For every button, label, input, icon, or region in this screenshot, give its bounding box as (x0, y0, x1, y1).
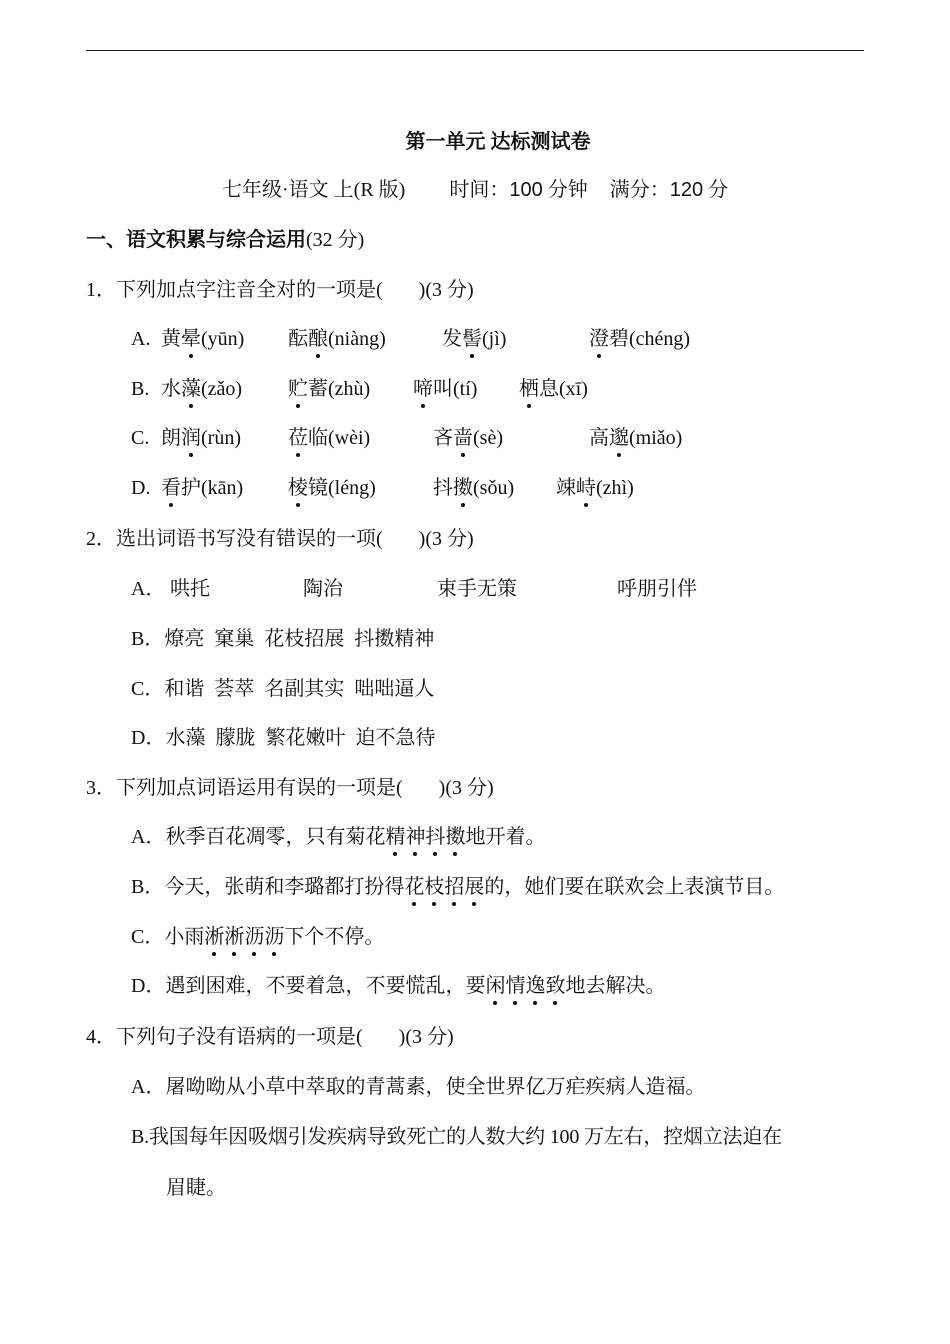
exam-meta (222, 178, 728, 202)
option-letter: D. (131, 477, 151, 499)
q4-option-b-continuation: 眉睫。 (166, 1177, 226, 1199)
option-item: 酝酿(niàng) (288, 328, 386, 350)
q3-option-a: A．秋季百花凋零，只有菊花精神抖擞地开着。 (131, 826, 546, 848)
q3-option-c: C．小雨淅淅沥沥下个不停。 (131, 926, 385, 948)
dotted-char: 酿 (308, 328, 328, 350)
question-score: )(3 分) (438, 777, 494, 799)
dotted-char: 淅 (204, 926, 225, 948)
option-item: 黄晕(yūn) (161, 328, 245, 350)
option-letter: D． (131, 727, 166, 749)
option-item: 抖擞(sǒu) (433, 477, 515, 499)
dotted-char: 啼 (413, 378, 433, 400)
question-score: )(3 分) (418, 528, 474, 550)
option-item: 看护(kān) (161, 477, 244, 499)
question-1 (86, 278, 474, 302)
dotted-char: 擞 (453, 477, 473, 499)
question-4 (86, 1025, 454, 1049)
dotted-char: 招 (444, 876, 465, 898)
dotted-word (404, 876, 484, 898)
option-item: 朗润(rùn) (161, 427, 241, 449)
q2-option-a (131, 577, 697, 601)
dotted-char: 花 (404, 876, 425, 898)
dotted-char: 晕 (181, 328, 201, 350)
score-label: 满分： (609, 179, 670, 201)
option-item: 吝啬(sè) (433, 427, 503, 449)
option-text: 水藻 朦胧 繁花嫩叶 迫不急待 (165, 727, 436, 749)
q4-option-b (131, 1125, 782, 1149)
option-item: 棱镜(léng) (288, 477, 376, 499)
q2-option-b (131, 627, 434, 651)
dotted-char: 贮 (288, 378, 308, 400)
q4-option-a (131, 1075, 705, 1099)
option-item: 发髻(jì) (442, 328, 507, 350)
q1-option-a (131, 327, 691, 351)
dotted-char: 沥 (244, 926, 265, 948)
option-text: 屠呦呦从小草中萃取的青蒿素，使全世界亿万疟疾病人造福。 (165, 1076, 706, 1098)
option-letter: B． (131, 876, 165, 898)
option-item: 高邈(miǎo) (589, 427, 683, 449)
q1-option-c (131, 426, 683, 450)
question-score: )(3 分) (398, 1026, 454, 1048)
dotted-char: 润 (181, 427, 201, 449)
time-unit: 分钟 (547, 179, 588, 201)
option-text: 我国每年因吸烟引发疾病导致死亡的人数大约 100 万左右，控烟立法迫在 (148, 1126, 782, 1148)
dotted-char: 抖 (425, 826, 446, 848)
dotted-char: 致 (545, 975, 566, 997)
option-letter: B. (131, 1126, 149, 1148)
dotted-char: 情 (505, 975, 526, 997)
question-score: )(3 分) (418, 279, 474, 301)
dotted-char: 棱 (288, 477, 308, 499)
time-value: 100 (509, 179, 543, 201)
dotted-char: 闲 (485, 975, 506, 997)
option-letter: D． (131, 975, 166, 997)
option-text: 和谐 荟萃 名副其实 咄咄逼人 (164, 678, 435, 700)
section-label: 一、语文积累与综合运用 (86, 229, 306, 251)
option-item: 贮蓄(zhù) (288, 378, 371, 400)
dotted-char: 展 (464, 876, 485, 898)
question-stem: 3．下列加点词语运用有误的一项是( (86, 777, 403, 799)
option-item: 啼叫(tí) (413, 378, 478, 400)
word-item: 陶治 (303, 578, 343, 600)
dotted-char: 藻 (181, 378, 201, 400)
option-item: 澄碧(chéng) (589, 328, 691, 350)
dotted-char: 澄 (589, 328, 609, 350)
dotted-char: 逸 (525, 975, 546, 997)
option-letter: A． (131, 578, 166, 600)
dotted-word (204, 926, 284, 948)
question-3 (86, 776, 494, 800)
exam-title: 第一单元 达标测试卷 (405, 131, 591, 153)
option-letter: C． (131, 926, 165, 948)
dotted-word (485, 975, 565, 997)
dotted-char: 精 (385, 826, 406, 848)
question-stem: 1．下列加点字注音全对的一项是( (86, 279, 383, 301)
question-stem: 2．选出词语书写没有错误的一项( (86, 528, 383, 550)
q2-option-d (131, 726, 435, 750)
option-item: 竦峙(zhì) (556, 477, 634, 499)
option-item: 水藻(zǎo) (161, 378, 243, 400)
q3-option-b: B．今天，张萌和李璐都打扮得花枝招展的，她们要在联欢会上表演节目。 (131, 876, 785, 898)
option-letter: B. (131, 378, 150, 400)
option-letter: A． (131, 1076, 166, 1098)
dotted-char: 莅 (288, 427, 308, 449)
dotted-char: 啬 (453, 427, 473, 449)
score-unit: 分 (708, 179, 729, 201)
word-item: 哄托 (170, 578, 210, 600)
dotted-char: 髻 (462, 328, 482, 350)
dotted-char: 看 (161, 477, 181, 499)
dotted-char: 擞 (445, 826, 466, 848)
dotted-char: 邈 (609, 427, 629, 449)
score-value: 120 (669, 179, 704, 201)
option-letter: A. (131, 328, 151, 350)
question-2 (86, 527, 474, 551)
option-letter: A． (131, 826, 166, 848)
dotted-word (385, 826, 465, 848)
dotted-char: 峙 (576, 477, 596, 499)
option-item: 栖息(xī) (519, 378, 588, 400)
dotted-char: 枝 (424, 876, 445, 898)
dotted-char: 神 (405, 826, 426, 848)
grade-label: 七年级·语文 上(R 版) (222, 179, 406, 201)
dotted-char: 沥 (264, 926, 285, 948)
header-rule (86, 50, 864, 51)
dotted-char: 栖 (519, 378, 539, 400)
time-label: 时间： (449, 179, 510, 201)
question-stem: 4．下列句子没有语病的一项是( (86, 1026, 363, 1048)
option-letter: B． (131, 628, 165, 650)
section-score: (32 分) (306, 229, 365, 251)
word-item: 束手无策 (437, 578, 517, 600)
word-item: 呼朋引伴 (617, 578, 697, 600)
q1-option-b (131, 377, 588, 401)
q3-option-d: D．遇到困难，不要着急，不要慌乱，要闲情逸致地去解决。 (131, 975, 666, 997)
option-text: 燎亮 窠巢 花枝招展 抖擞精神 (164, 628, 435, 650)
section-heading (86, 228, 364, 252)
option-item: 莅临(wèi) (288, 427, 371, 449)
option-letter: C． (131, 678, 165, 700)
option-letter: C. (131, 427, 150, 449)
q2-option-c (131, 677, 434, 701)
q1-option-d (131, 476, 634, 500)
dotted-char: 淅 (224, 926, 245, 948)
